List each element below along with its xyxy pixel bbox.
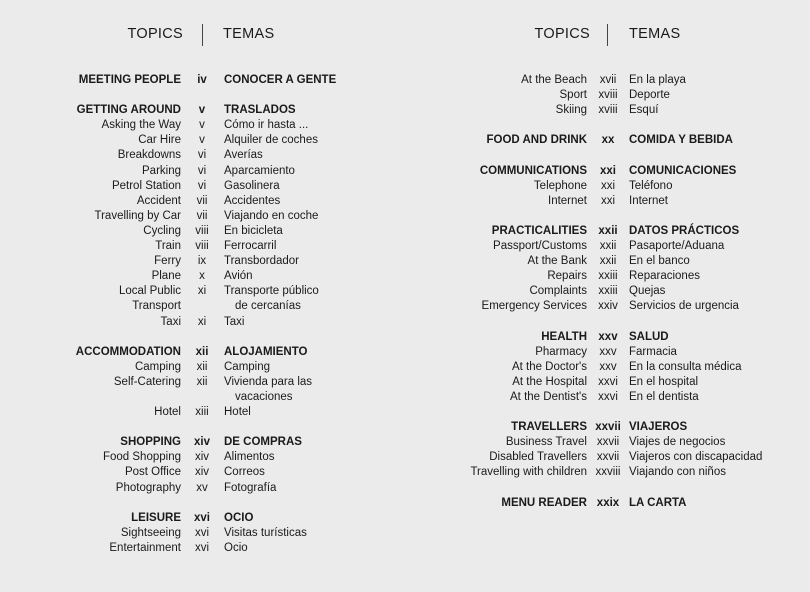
topic-english: Photography <box>115 481 181 494</box>
topic-spanish: Cómo ir hasta ... <box>224 119 309 132</box>
section-heading-row <box>0 73 405 88</box>
page-number-text: xxii <box>599 255 617 268</box>
topic-spanish: vacaciones <box>235 390 293 403</box>
page-number-text: v <box>199 134 205 147</box>
page-number-text: v <box>199 119 205 132</box>
page-number-text: xxvii <box>596 451 620 464</box>
topic-english: Taxi <box>160 315 181 328</box>
topic-english: At the Beach <box>521 74 587 86</box>
topic-english: At the Doctor's <box>511 360 587 373</box>
section-heading-row <box>405 420 810 435</box>
topic-spanish: TRASLADOS <box>224 104 296 117</box>
topic-english: Self-Catering <box>113 375 181 388</box>
topic-english: Sightseeing <box>120 526 181 539</box>
page-number-text: vi <box>197 164 207 177</box>
topic-list <box>405 73 810 511</box>
topic-english: ACCOMMODATION <box>75 345 181 358</box>
page-number-text: xxi <box>600 179 616 192</box>
topic-row <box>405 390 810 405</box>
topic-row <box>0 179 405 194</box>
topic-spanish: Internet <box>629 194 668 207</box>
topic-spanish: En el banco <box>629 255 690 268</box>
topic-row <box>0 254 405 269</box>
topic-spanish: Averías <box>224 149 263 162</box>
topic-english: TRAVELLERS <box>511 421 587 434</box>
topic-row <box>405 239 810 254</box>
topic-english: Business Travel <box>505 436 587 449</box>
page-number-text: xviii <box>598 104 618 117</box>
topic-row <box>0 164 405 179</box>
topic-spanish: Correos <box>224 466 265 479</box>
topic-english: Passport/Customs <box>493 240 587 253</box>
topic-spanish: Taxi <box>224 315 245 328</box>
topic-row <box>0 541 405 556</box>
topics-heading: TOPICS <box>534 26 590 42</box>
topic-english: Cycling <box>143 224 181 237</box>
page-number-text: xx <box>601 134 615 147</box>
topic-row <box>0 450 405 465</box>
topic-spanish: SALUD <box>629 330 669 343</box>
page-number-text: xv <box>196 481 208 494</box>
topic-spanish: Servicios de urgencia <box>629 300 739 313</box>
topic-english: Parking <box>142 164 181 177</box>
topic-spanish: Viajando con niños <box>629 466 726 479</box>
page-number-text: xi <box>197 285 207 298</box>
topic-english: Ferry <box>154 255 181 268</box>
topic-spanish: Viajeros con discapacidad <box>629 451 763 464</box>
topic-row <box>0 148 405 163</box>
topic-spanish: Reparaciones <box>629 270 700 283</box>
topic-spanish: Camping <box>224 360 271 373</box>
topic-spanish: Visitas turísticas <box>224 526 307 539</box>
page-number-text: vi <box>197 179 207 192</box>
topic-english: MEETING PEOPLE <box>78 74 181 86</box>
page-number-text: xxvi <box>598 390 618 403</box>
topic-list <box>0 73 405 556</box>
topic-spanish: Viajes de negocios <box>629 436 726 449</box>
page-number-text: xiv <box>194 466 210 479</box>
page-number-text: xxix <box>596 496 620 509</box>
topic-row <box>0 284 405 299</box>
header-divider <box>607 24 608 46</box>
topic-row <box>0 133 405 148</box>
section-spacer <box>405 118 810 133</box>
topics-heading: TOPICS <box>127 26 183 42</box>
topic-row <box>405 465 810 480</box>
page-number-text: xiv <box>194 436 210 449</box>
topic-english: GETTING AROUND <box>76 104 181 117</box>
page-number-text: xiv <box>194 451 210 464</box>
topic-spanish: En el dentista <box>629 390 699 403</box>
topic-spanish: En bicicleta <box>224 224 283 237</box>
topic-english: At the Dentist's <box>510 390 587 403</box>
topic-spanish: Aparcamiento <box>224 164 295 177</box>
page-number-text: iv <box>197 74 207 86</box>
page-number-text: xxi <box>600 164 616 177</box>
topic-english: Asking the Way <box>101 119 181 132</box>
topic-english: Hotel <box>154 406 181 419</box>
section-spacer <box>0 88 405 103</box>
topic-english: At the Bank <box>527 255 587 268</box>
temas-heading: TEMAS <box>223 26 275 42</box>
topic-english: Train <box>155 240 181 253</box>
topic-english: FOOD AND DRINK <box>486 134 587 147</box>
topic-english: Car Hire <box>138 134 181 147</box>
page-number-text: xxviii <box>595 466 621 479</box>
section-spacer <box>405 148 810 163</box>
column-header <box>405 26 810 46</box>
topic-spanish: CONOCER A GENTE <box>224 74 337 86</box>
topic-english: Repairs <box>547 270 587 283</box>
topic-spanish: En la playa <box>629 74 686 86</box>
topic-english: Local Public <box>118 285 181 298</box>
topic-english: MENU READER <box>501 496 587 509</box>
topic-spanish: Quejas <box>629 285 666 298</box>
page-number-text: viii <box>195 224 209 237</box>
topic-row <box>405 194 810 209</box>
topic-english: Telephone <box>533 179 587 192</box>
topic-spanish: Fotografía <box>224 481 277 494</box>
page-number-text: xxii <box>598 224 618 237</box>
topic-spanish: Alimentos <box>224 451 275 464</box>
topic-spanish: Viajando en coche <box>224 209 319 222</box>
topic-row <box>405 284 810 299</box>
topic-english: HEALTH <box>541 330 587 343</box>
topic-row <box>405 360 810 375</box>
topic-row <box>0 194 405 209</box>
topic-english: Sport <box>559 89 587 102</box>
topic-spanish: LA CARTA <box>629 496 687 509</box>
topic-row <box>0 481 405 496</box>
topic-spanish: VIAJEROS <box>629 421 688 434</box>
section-spacer <box>405 405 810 420</box>
page-number-text: xxii <box>599 240 617 253</box>
section-heading-row <box>0 435 405 450</box>
topic-english: At the Hospital <box>512 375 587 388</box>
page-number-text: xviii <box>598 89 618 102</box>
topic-spanish: COMUNICACIONES <box>629 164 737 177</box>
topic-spanish: Teléfono <box>629 179 673 192</box>
topic-row <box>405 435 810 450</box>
topic-spanish: Hotel <box>224 406 251 419</box>
topic-english: Transport <box>132 300 181 313</box>
topic-spanish: de cercanías <box>235 300 301 313</box>
topic-row <box>0 209 405 224</box>
section-spacer <box>0 496 405 511</box>
topic-row <box>0 375 405 390</box>
section-spacer <box>0 420 405 435</box>
section-spacer <box>405 481 810 496</box>
topic-row <box>0 360 405 375</box>
column-header <box>0 26 405 46</box>
topic-row <box>405 254 810 269</box>
page-number-text: xiii <box>195 406 209 419</box>
topic-spanish: Alquiler de coches <box>224 134 318 147</box>
section-heading-row <box>0 103 405 118</box>
page-number-text: xvi <box>194 541 210 554</box>
topic-row <box>0 239 405 254</box>
topic-english: Breakdowns <box>117 149 181 162</box>
section-heading-row <box>405 496 810 511</box>
topic-english: Food Shopping <box>102 451 181 464</box>
topic-english: Skiing <box>555 104 587 117</box>
topic-row <box>0 118 405 133</box>
topic-english: Emergency Services <box>481 300 587 313</box>
page-number-text: xxi <box>600 194 616 207</box>
page-number-text: xii <box>196 375 208 388</box>
topic-row <box>0 465 405 480</box>
topic-english: Accident <box>136 194 181 207</box>
topic-row <box>0 299 405 314</box>
topic-spanish: Transbordador <box>224 255 300 268</box>
section-spacer <box>405 315 810 330</box>
page-number-text: xvi <box>194 526 210 539</box>
topic-row <box>0 224 405 239</box>
topic-row <box>405 345 810 360</box>
topic-spanish: Deporte <box>629 89 670 102</box>
section-heading-row <box>405 224 810 239</box>
page-number-text: xxvii <box>595 421 621 434</box>
page-number-text: vii <box>196 209 208 222</box>
page-number-text: xii <box>196 360 208 373</box>
page-number-text: x <box>199 270 205 283</box>
topic-row <box>405 179 810 194</box>
page-number-text: xxvii <box>596 436 620 449</box>
topic-english: Pharmacy <box>535 345 587 358</box>
page-number-text: vii <box>196 194 208 207</box>
section-heading-row <box>0 345 405 360</box>
section-heading-row <box>0 511 405 526</box>
topic-english: SHOPPING <box>120 436 181 449</box>
topic-english: Entertainment <box>109 541 181 554</box>
topic-row <box>0 526 405 541</box>
topic-spanish: Accidentes <box>224 194 281 207</box>
topic-english: Travelling by Car <box>94 209 181 222</box>
page-number-text: vi <box>197 149 207 162</box>
section-heading-row <box>405 133 810 148</box>
topic-spanish: Avión <box>224 270 253 283</box>
topic-english: Post Office <box>124 466 181 479</box>
topic-row <box>405 269 810 284</box>
page-number-text: xxv <box>599 360 617 373</box>
topic-english: COMMUNICATIONS <box>479 164 587 177</box>
topic-row <box>405 299 810 314</box>
page-number-text: xxiv <box>598 300 618 313</box>
page-number-text: xxiii <box>598 285 618 298</box>
topic-row <box>0 390 405 405</box>
topic-english: Plane <box>151 270 181 283</box>
topic-english: Disabled Travellers <box>489 451 587 464</box>
temas-heading: TEMAS <box>629 26 681 42</box>
topic-spanish: ALOJAMIENTO <box>224 345 308 358</box>
topic-spanish: OCIO <box>224 511 254 524</box>
topic-english: Complaints <box>529 285 587 298</box>
topic-spanish: En el hospital <box>629 375 699 388</box>
topic-row <box>405 450 810 465</box>
topic-spanish: Pasaporte/Aduana <box>629 240 725 253</box>
page-number-text: xxvi <box>598 375 618 388</box>
topic-row <box>0 315 405 330</box>
topic-spanish: Esquí <box>629 104 659 117</box>
page-number-text: ix <box>197 255 207 268</box>
topic-english: PRACTICALITIES <box>491 224 587 237</box>
topic-spanish: Gasolinera <box>224 179 280 192</box>
topic-spanish: Transporte público <box>224 285 319 298</box>
topic-english: Camping <box>134 360 181 373</box>
section-heading-row <box>405 164 810 179</box>
topic-english: Petrol Station <box>111 179 181 192</box>
page-number-text: xvii <box>599 74 617 86</box>
page-number-text: xvi <box>194 511 210 524</box>
topic-english: LEISURE <box>131 511 181 524</box>
topic-row <box>405 88 810 103</box>
header-divider <box>202 24 203 46</box>
topic-row <box>0 269 405 284</box>
page-number-text: xxiii <box>598 270 618 283</box>
page-number-text: xxv <box>599 345 617 358</box>
section-spacer <box>405 209 810 224</box>
topic-row <box>405 103 810 118</box>
page-number-text: viii <box>195 240 209 253</box>
topic-spanish: Ocio <box>224 541 248 554</box>
page-number-text: xxv <box>598 330 618 343</box>
topic-row <box>405 375 810 390</box>
page-number-text: xi <box>197 315 207 328</box>
topic-spanish: Farmacia <box>629 345 677 358</box>
topic-spanish: DATOS PRÁCTICOS <box>629 224 740 237</box>
section-heading-row <box>405 330 810 345</box>
page-number-text: v <box>198 104 206 117</box>
page-number-text: xii <box>195 345 209 358</box>
topic-spanish: COMIDA Y BEBIDA <box>629 134 733 147</box>
topic-english: Travelling with children <box>470 466 587 479</box>
topic-row <box>405 73 810 88</box>
topic-spanish: DE COMPRAS <box>224 436 302 449</box>
topic-english: Internet <box>548 194 587 207</box>
topic-spanish: En la consulta médica <box>629 360 742 373</box>
topic-spanish: Ferrocarril <box>224 240 277 253</box>
topic-row <box>0 405 405 420</box>
section-spacer <box>0 330 405 345</box>
topic-spanish: Vivienda para las <box>224 375 313 388</box>
